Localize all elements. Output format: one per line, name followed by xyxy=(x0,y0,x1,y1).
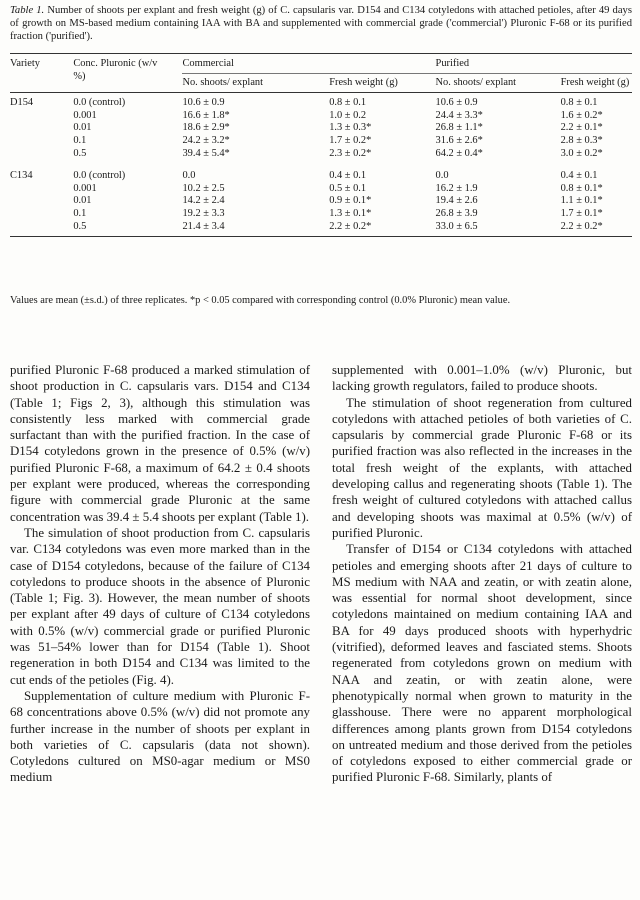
cell-purified-weight: 0.4 ± 0.1 xyxy=(560,170,598,182)
cell-purified-shoots: 26.8 ± 1.1* xyxy=(435,122,483,134)
cell-conc: 0.01 xyxy=(73,195,92,207)
cell-conc: 0.0 (control) xyxy=(73,170,126,182)
cell-purified-shoots: 19.4 ± 2.6 xyxy=(435,195,478,207)
paragraph: supplemented with 0.001–1.0% (w/v) Pluronic, but lacking growth regulators, failed to produce shoots. xyxy=(332,363,632,394)
cell-purified-weight: 1.6 ± 0.2* xyxy=(560,109,603,121)
table-row xyxy=(10,110,632,123)
cell-variety: C134 xyxy=(10,170,33,182)
paragraph: The simulation of shoot production from C. capsularis var. C134 cotyledons was even more marked than in the case of D154 cotyledons, because of the failure of C134 cotyledons to produce shoots in the absence of Pluronic (Table 1; Fig. 3). However, the mean number of shoots per explant after 49 days of culture of C134 cotyledons with 0.5% (w/v) commercial grade or purified Pluronic was 51–54% lower than for D154 (Table 1). Shoot regeneration in both D154 and C134 was limited to the cut ends of the petioles (Fig. 4). xyxy=(10,525,310,687)
cell-commercial-weight: 1.3 ± 0.1* xyxy=(329,207,372,219)
cell-purified-weight: 1.7 ± 0.1* xyxy=(560,207,603,219)
table-caption-label: Table 1. xyxy=(10,5,45,16)
table-caption-text: Number of shoots per explant and fresh weight (g) of C. capsularis var. D154 and C134 cotyledons with attached petioles, after 49 days of growth on MS-based medium containing IAA with BA and supplemented with commercial grade ('commercial') Pluronic F-68 or its purified fraction ('purified'). xyxy=(10,5,632,42)
table-row xyxy=(10,160,632,183)
cell-commercial-weight: 1.3 ± 0.3* xyxy=(329,122,372,134)
body-column-left xyxy=(10,362,310,786)
cell-purified-shoots: 26.8 ± 3.9 xyxy=(435,207,478,219)
cell-purified-weight: 1.1 ± 0.1* xyxy=(560,195,603,207)
cell-variety xyxy=(10,195,73,208)
cell-commercial-weight: 0.5 ± 0.1 xyxy=(329,182,367,194)
header-purified: Purified xyxy=(436,54,632,74)
cell-purified-shoots: 64.2 ± 0.4* xyxy=(435,147,483,159)
cell-purified-weight: 0.8 ± 0.1 xyxy=(560,97,598,109)
cell-commercial-shoots: 10.2 ± 2.5 xyxy=(182,182,225,194)
cell-conc: 0.001 xyxy=(73,182,97,194)
cell-purified-weight: 2.2 ± 0.2* xyxy=(560,220,603,232)
cell-commercial-weight: 0.9 ± 0.1* xyxy=(329,195,372,207)
cell-purified-weight: 2.8 ± 0.3* xyxy=(560,134,603,146)
cell-variety xyxy=(10,122,73,135)
header-commercial: Commercial xyxy=(182,54,435,74)
table-row xyxy=(10,208,632,221)
cell-commercial-weight: 0.8 ± 0.1 xyxy=(329,97,367,109)
cell-purified-weight: 2.2 ± 0.1* xyxy=(560,122,603,134)
table-row xyxy=(10,122,632,135)
paragraph: purified Pluronic F-68 produced a marked stimulation of shoot production in C. capsularis vars. D154 and C134 (Table 1; Figs 2, 3), although this stimulation was consistently less marked with commercial grade surfactant than with the purified fraction. In the case of D154 cotyledons grown in the presence of 0.5% (w/v) purified Pluronic F-68, a maximum of 64.2 ± 0.4 shoots per explant were produced, whereas the corresponding figure with commercial grade Pluronic at the same concentration was 39.4 ± 5.4 shoots per explant (Table 1). xyxy=(10,363,310,524)
table-row xyxy=(10,221,632,237)
cell-conc: 0.1 xyxy=(73,207,87,219)
cell-conc: 0.0 (control) xyxy=(73,97,126,109)
table-caption xyxy=(10,4,632,43)
header-conc: Conc. Pluronic (w/v %) xyxy=(73,58,158,82)
cell-commercial-shoots: 14.2 ± 2.4 xyxy=(182,195,225,207)
table-row xyxy=(10,135,632,148)
cell-variety xyxy=(10,135,73,148)
cell-purified-shoots: 24.4 ± 3.3* xyxy=(435,109,483,121)
cell-variety xyxy=(10,183,73,196)
cell-variety: D154 xyxy=(10,97,34,109)
cell-commercial-shoots: 0.0 xyxy=(182,170,196,182)
cell-variety xyxy=(10,208,73,221)
table-row xyxy=(10,183,632,196)
cell-conc: 0.5 xyxy=(73,147,87,159)
header-variety: Variety xyxy=(10,58,41,69)
table-row xyxy=(10,93,632,110)
cell-conc: 0.1 xyxy=(73,134,87,146)
cell-commercial-weight: 2.3 ± 0.2* xyxy=(329,147,372,159)
cell-purified-shoots: 33.0 ± 6.5 xyxy=(435,220,478,232)
cell-commercial-weight: 0.4 ± 0.1 xyxy=(329,170,367,182)
header-purified-weight: Fresh weight (g) xyxy=(560,76,630,88)
paragraph: The stimulation of shoot regeneration from cultured cotyledons with attached petioles of both varieties of C. capsularis by commercial grade Pluronic F-68 or its purified fraction was also reflected in the increases in the total fresh weight of the explants, with attached developing callus and regenerating shoots (Table 1). The fresh weight of cultured cotyledons with attached callus and developing shoots was maximal at 0.5% (w/v) of purified Pluronic. xyxy=(332,395,632,540)
cell-commercial-shoots: 18.6 ± 2.9* xyxy=(182,122,230,134)
cell-purified-weight: 3.0 ± 0.2* xyxy=(560,147,603,159)
cell-purified-shoots: 31.6 ± 2.6* xyxy=(435,134,483,146)
paragraph: Transfer of D154 or C134 cotyledons with attached petioles and emerging shoots after 21 days of culture to MS medium with NAA and zeatin, or with zeatin alone, was essential for normal shoot development, since cotyledons maintained on medium containing IAA and BA for 49 days produced shoots with hyperhydric (vitrified), deformed leaves and fasciated stems. Shoots regenerated from cotyledons grown on medium with NAA and zeatin, or with zeatin alone, were phenotypically normal when grown to maturity in the glasshouse. There were no apparent morphological differences among plants grown from D154 cotyledons on untreated medium and those derived from the petioles of cotyledons exposed to either commercial grade or purified Pluronic F-68. Similarly, plants of xyxy=(332,542,632,785)
body-column-right xyxy=(332,362,632,786)
cell-conc: 0.5 xyxy=(73,220,87,232)
cell-variety xyxy=(10,110,73,123)
table-row xyxy=(10,148,632,161)
cell-commercial-weight: 1.7 ± 0.2* xyxy=(329,134,372,146)
table-body xyxy=(10,93,632,237)
cell-commercial-shoots: 10.6 ± 0.9 xyxy=(182,97,225,109)
header-purified-shoots: No. shoots/ explant xyxy=(435,76,517,88)
cell-commercial-shoots: 21.4 ± 3.4 xyxy=(182,220,225,232)
cell-commercial-shoots: 16.6 ± 1.8* xyxy=(182,109,230,121)
cell-commercial-weight: 2.2 ± 0.2* xyxy=(329,220,372,232)
table-footnote: Values are mean (±s.d.) of three replicates. *p < 0.05 compared with corresponding control (0.0% Pluronic) mean value. xyxy=(10,295,511,306)
cell-purified-shoots: 16.2 ± 1.9 xyxy=(435,182,478,194)
cell-conc: 0.001 xyxy=(73,109,97,121)
cell-conc: 0.01 xyxy=(73,122,92,134)
cell-purified-shoots: 10.6 ± 0.9 xyxy=(435,97,478,109)
cell-variety xyxy=(10,148,73,161)
table-row xyxy=(10,195,632,208)
header-commercial-weight: Fresh weight (g) xyxy=(329,76,398,88)
header-commercial-shoots: No. shoots/ explant xyxy=(182,76,264,88)
paragraph: Supplementation of culture medium with Pluronic F-68 concentrations above 0.5% (w/v) did not promote any further increase in the number of shoots per explant in both varieties of C. capsularis (data not shown). Cotyledons cultured on MS0-agar medium or MS0 medium xyxy=(10,688,310,785)
cell-purified-shoots: 0.0 xyxy=(435,170,449,182)
cell-commercial-shoots: 19.2 ± 3.3 xyxy=(182,207,225,219)
results-table xyxy=(10,53,632,237)
cell-commercial-shoots: 24.2 ± 3.2* xyxy=(182,134,230,146)
cell-variety xyxy=(10,221,73,237)
cell-purified-weight: 0.8 ± 0.1* xyxy=(560,182,603,194)
cell-commercial-shoots: 39.4 ± 5.4* xyxy=(182,147,230,159)
cell-commercial-weight: 1.0 ± 0.2 xyxy=(329,109,367,121)
